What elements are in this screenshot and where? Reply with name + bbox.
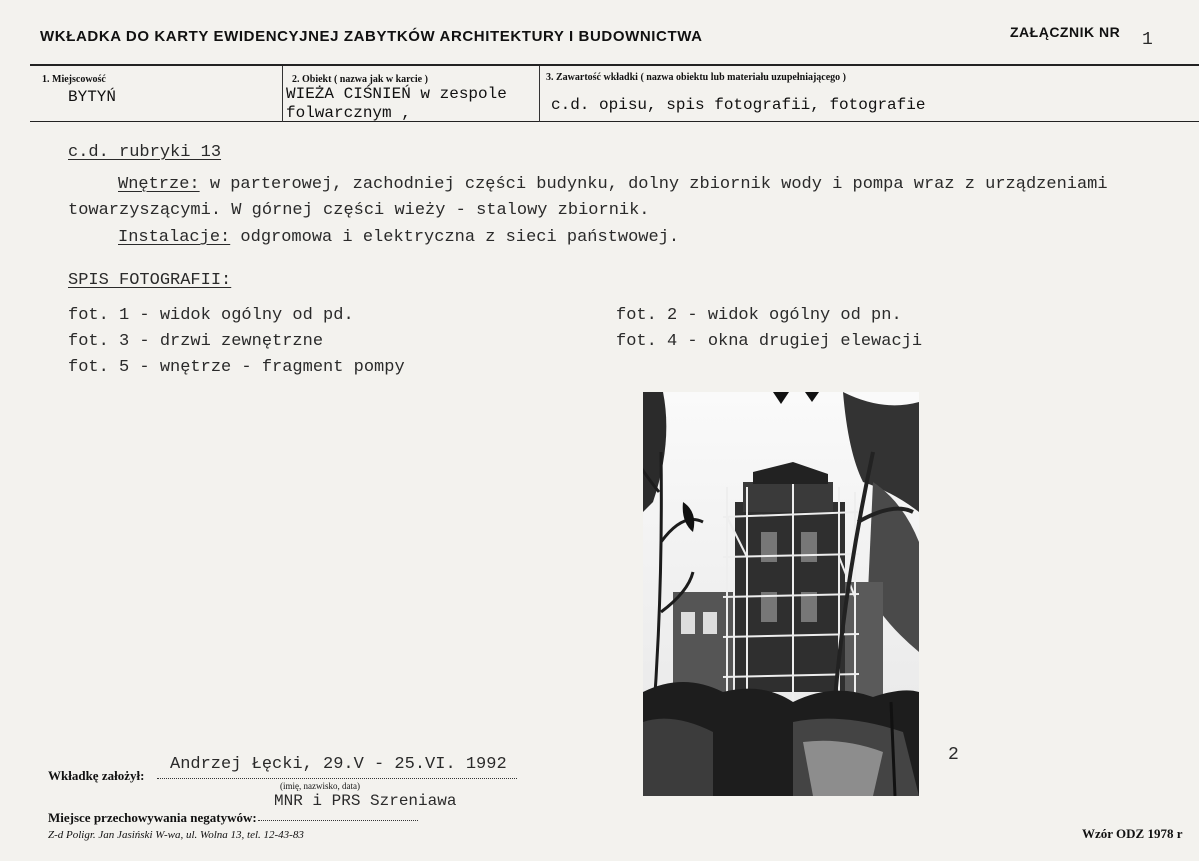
printer-imprint: Z-d Poligr. Jan Jasiński W-wa, ul. Wolna 13, tel. 12-43-83 bbox=[48, 829, 304, 841]
photo-number: 2 bbox=[948, 745, 959, 765]
field-2-label: 2. Obiekt ( nazwa jak w karcie ) bbox=[292, 74, 428, 85]
storage-value: MNR i PRS Szreniawa bbox=[274, 792, 457, 810]
installations-paragraph bbox=[118, 228, 679, 247]
photo-list-item: fot. 3 - drzwi zewnętrzne bbox=[68, 332, 324, 351]
photos-heading: SPIS FOTOGRAFII: bbox=[68, 271, 232, 290]
field-3-label: 3. Zawartość wkładki ( nazwa obiektu lub materiału uzupełniającego ) bbox=[546, 72, 847, 83]
photo-list-item: fot. 2 - widok ogólny od pn. bbox=[616, 306, 902, 325]
field-2-value-line1: WIEŻA CIŚNIEŃ w zespole bbox=[286, 85, 507, 103]
interior-text-line2: towarzyszącymi. W górnej części wieży - stalowy zbiornik. bbox=[68, 201, 650, 220]
field-3-value: c.d. opisu, spis fotografii, fotografie bbox=[551, 96, 926, 114]
interior-paragraph bbox=[118, 175, 1108, 194]
water-tower-photograph-graphic bbox=[643, 392, 919, 796]
installations-text: odgromowa i elektryczna z sieci państwowej. bbox=[230, 228, 680, 247]
form-title: WKŁADKA DO KARTY EWIDENCYJNEJ ZABYTKÓW ARCHITEKTURY I BUDOWNICTWA bbox=[40, 28, 703, 45]
storage-dotted-line bbox=[258, 820, 418, 821]
author-value: Andrzej Łęcki, 29.V - 25.VI. 1992 bbox=[170, 755, 507, 774]
author-dotted-line bbox=[157, 778, 517, 779]
interior-text-line1: w parterowej, zachodniej części budynku, dolny zbiornik wody i pompa wraz z urządzeniami bbox=[199, 175, 1108, 194]
field-1-label: 1. Miejscowość bbox=[42, 74, 106, 85]
water-tower-photograph bbox=[643, 392, 919, 796]
appendix-number: 1 bbox=[1142, 30, 1153, 50]
photo-list-item: fot. 4 - okna drugiej elewacji bbox=[616, 332, 923, 351]
section-heading: c.d. rubryki 13 bbox=[68, 143, 222, 162]
photo-list-item: fot. 1 - widok ogólny od pd. bbox=[68, 306, 354, 325]
table-top-rule bbox=[30, 64, 1199, 66]
author-hint: (imię, nazwisko, data) bbox=[280, 781, 360, 791]
field-1-value: BYTYŃ bbox=[68, 88, 117, 106]
appendix-label: ZAŁĄCZNIK NR bbox=[1010, 24, 1121, 40]
field-2-value-line2: folwarcznym , bbox=[286, 104, 411, 122]
form-code: Wzór ODZ 1978 r bbox=[1082, 826, 1183, 841]
table-divider-2 bbox=[539, 66, 540, 122]
table-divider-1 bbox=[282, 66, 283, 122]
interior-label: Wnętrze: bbox=[118, 175, 200, 194]
author-label: Wkładkę założył: bbox=[48, 768, 145, 783]
table-bottom-rule bbox=[30, 121, 1199, 122]
installations-label: Instalacje: bbox=[118, 228, 231, 247]
storage-label: Miejsce przechowywania negatywów: bbox=[48, 810, 257, 825]
photo-list-item: fot. 5 - wnętrze - fragment pompy bbox=[68, 358, 405, 377]
